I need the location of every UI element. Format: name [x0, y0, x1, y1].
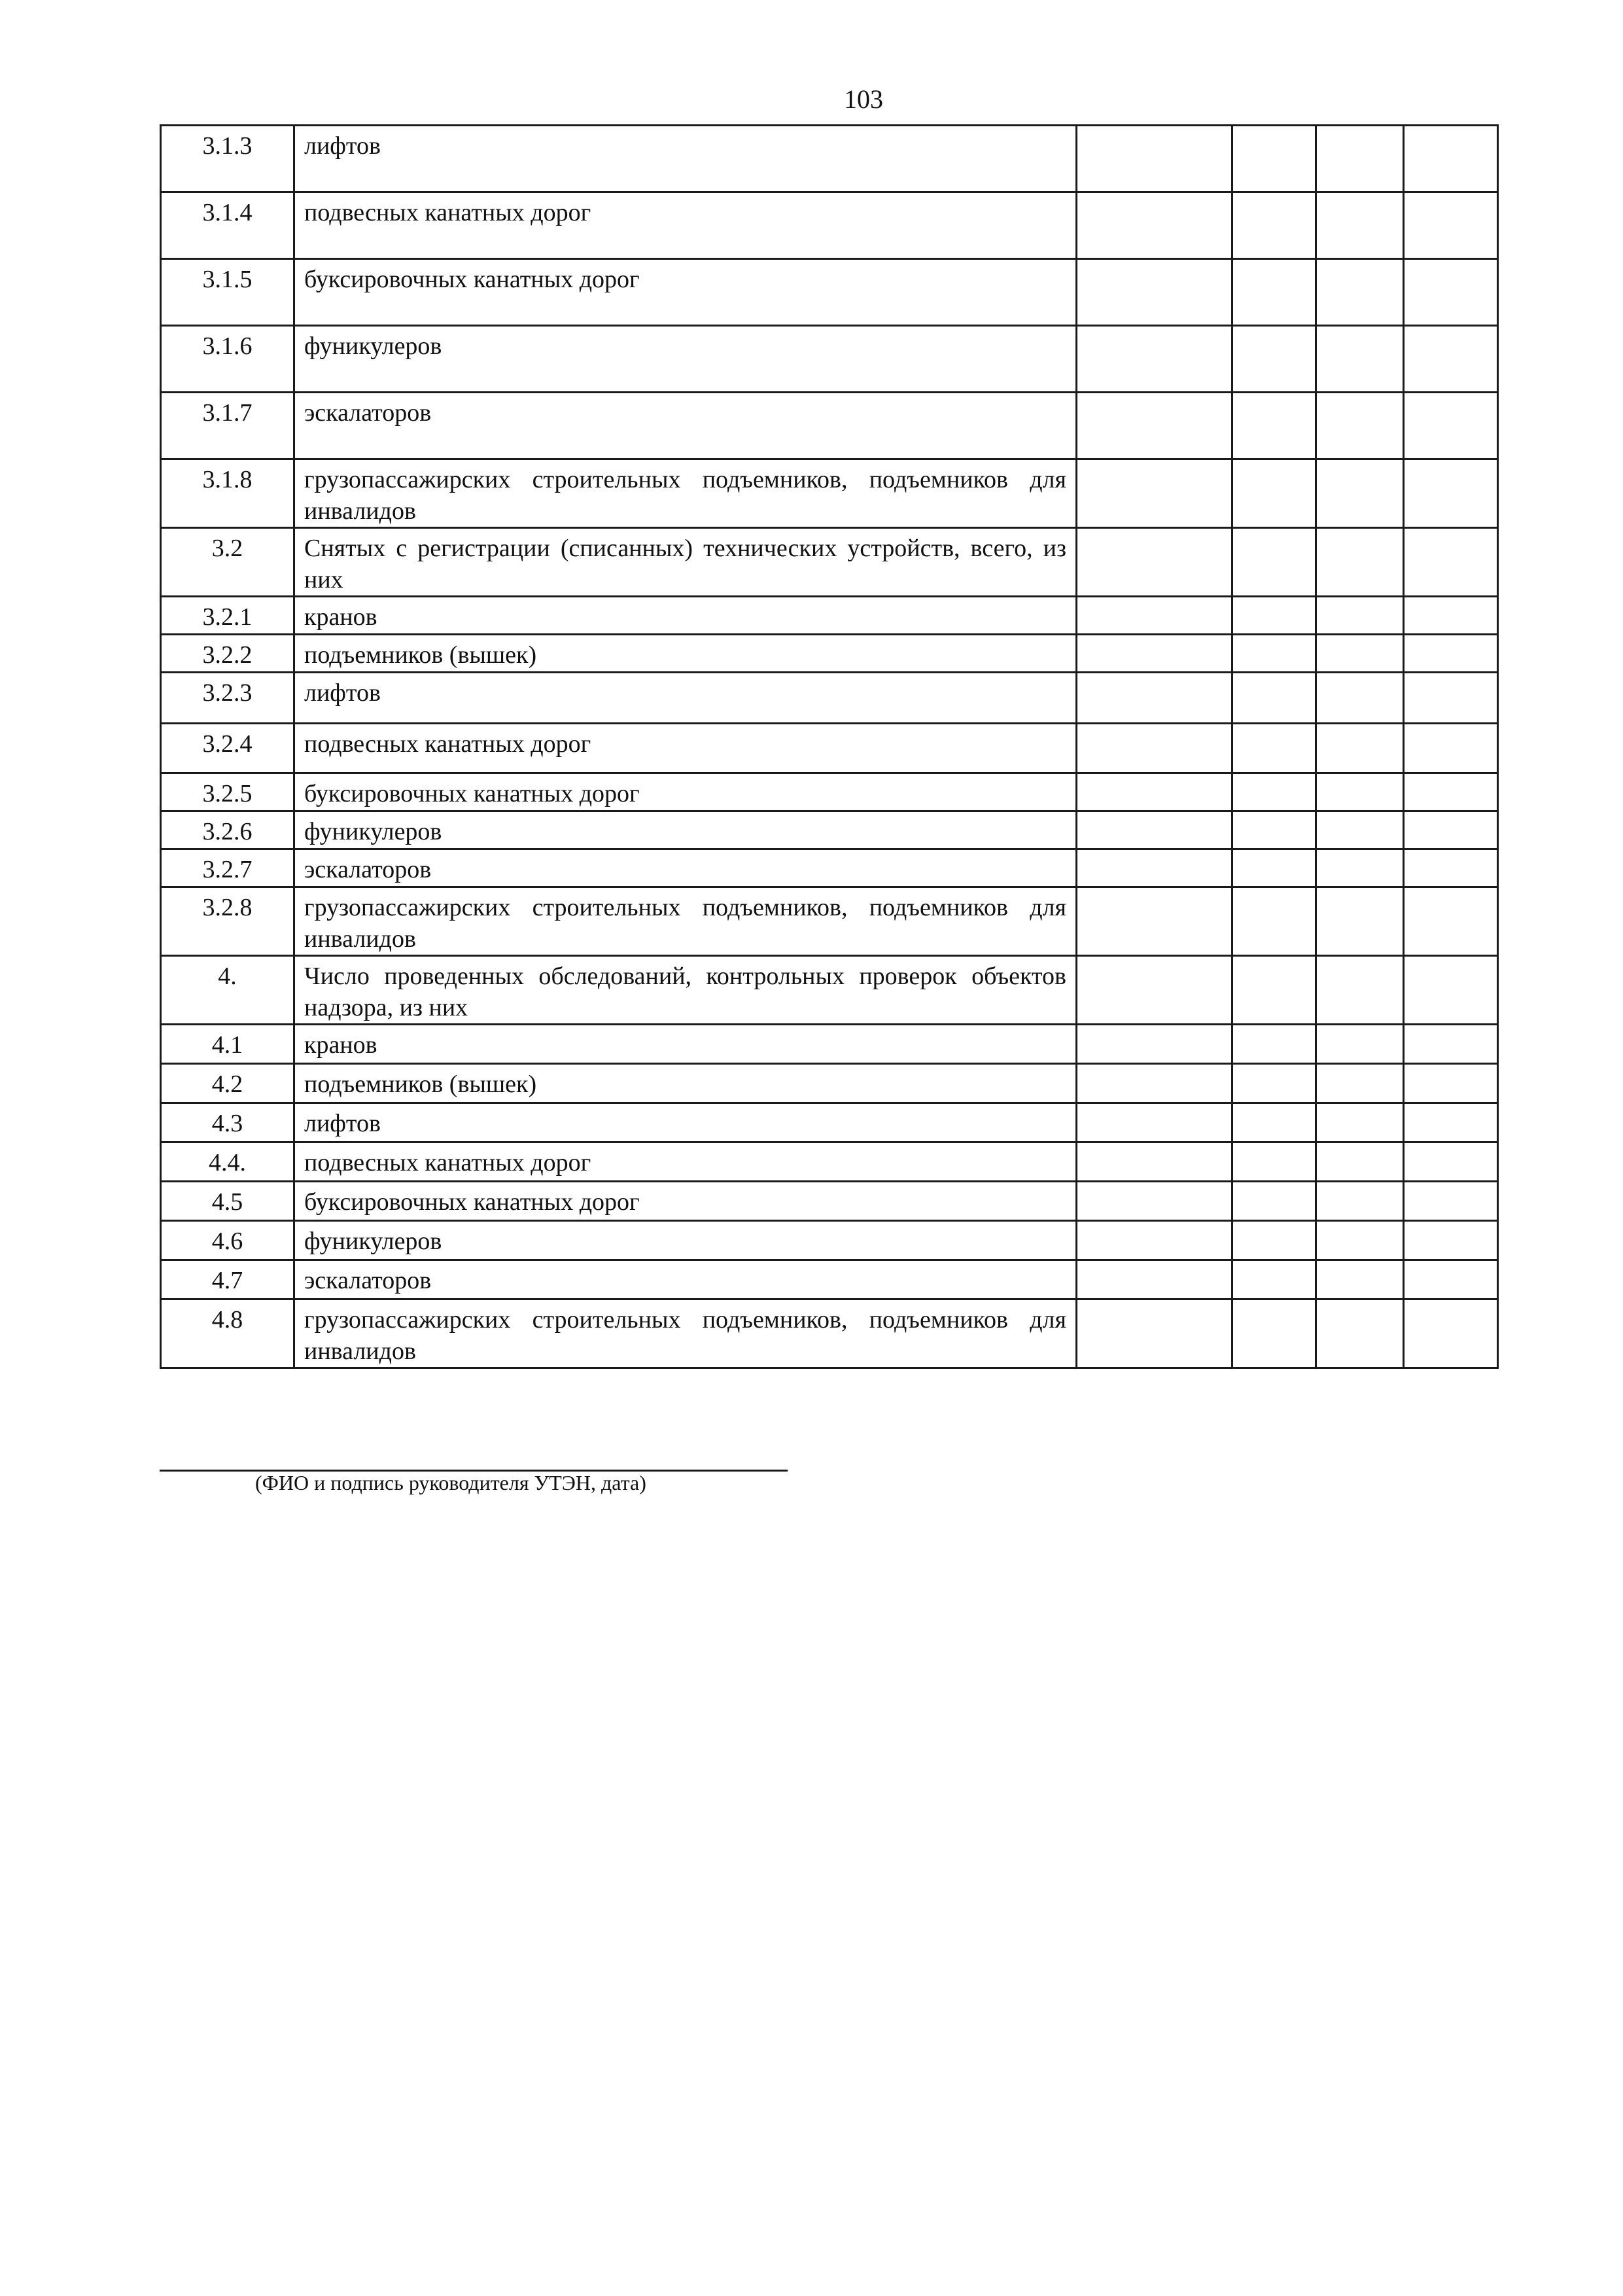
row-number: 3.2 [161, 528, 294, 597]
value-cell [1316, 1103, 1404, 1142]
row-label: кранов [294, 597, 1077, 635]
row-number: 4.8 [161, 1299, 294, 1368]
row-number: 3.2.2 [161, 635, 294, 673]
row-number: 3.1.7 [161, 393, 294, 459]
table-row [161, 126, 1498, 192]
value-cell [1232, 597, 1316, 635]
value-cell [1316, 635, 1404, 673]
table-row [161, 1025, 1498, 1064]
row-label: лифтов [294, 126, 1077, 192]
value-cell [1232, 1103, 1316, 1142]
table-body [161, 126, 1498, 1368]
value-cell [1077, 528, 1232, 597]
row-label: подъемников (вышек) [294, 1064, 1077, 1103]
value-cell [1232, 326, 1316, 393]
value-cell [1316, 1221, 1404, 1260]
row-number: 3.2.3 [161, 673, 294, 724]
table-row [161, 635, 1498, 673]
row-label: буксировочных канатных дорог [294, 1182, 1077, 1221]
value-cell [1232, 259, 1316, 326]
value-cell [1316, 1182, 1404, 1221]
row-label: фуникулеров [294, 1221, 1077, 1260]
value-cell [1077, 1221, 1232, 1260]
value-cell [1232, 126, 1316, 192]
value-cell [1316, 1064, 1404, 1103]
value-cell [1077, 956, 1232, 1025]
value-cell [1404, 773, 1498, 811]
row-number: 4.1 [161, 1025, 294, 1064]
row-number: 3.1.6 [161, 326, 294, 393]
value-cell [1077, 811, 1232, 849]
value-cell [1232, 1064, 1316, 1103]
value-cell [1404, 1064, 1498, 1103]
value-cell [1232, 1299, 1316, 1368]
value-cell [1232, 956, 1316, 1025]
row-label: эскалаторов [294, 393, 1077, 459]
value-cell [1232, 192, 1316, 259]
value-cell [1404, 1142, 1498, 1182]
signature-caption: (ФИО и подпись руководителя УТЭН, дата) [255, 1471, 646, 1494]
table-row [161, 528, 1498, 597]
value-cell [1077, 393, 1232, 459]
table-row [161, 673, 1498, 724]
value-cell [1077, 773, 1232, 811]
row-label: фуникулеров [294, 326, 1077, 393]
value-cell [1077, 126, 1232, 192]
value-cell [1232, 1182, 1316, 1221]
value-cell [1316, 126, 1404, 192]
value-cell [1077, 724, 1232, 773]
row-number: 3.2.7 [161, 849, 294, 887]
table-row [161, 192, 1498, 259]
row-label: лифтов [294, 1103, 1077, 1142]
value-cell [1232, 528, 1316, 597]
table-row [161, 326, 1498, 393]
value-cell [1232, 773, 1316, 811]
value-cell [1232, 887, 1316, 956]
row-label: эскалаторов [294, 849, 1077, 887]
table-row [161, 1221, 1498, 1260]
value-cell [1404, 673, 1498, 724]
value-cell [1232, 673, 1316, 724]
value-cell [1404, 1299, 1498, 1368]
table-row [161, 597, 1498, 635]
value-cell [1316, 724, 1404, 773]
value-cell [1404, 192, 1498, 259]
value-cell [1077, 1182, 1232, 1221]
row-label: эскалаторов [294, 1260, 1077, 1299]
table-row [161, 1182, 1498, 1221]
value-cell [1404, 635, 1498, 673]
row-number: 4.2 [161, 1064, 294, 1103]
value-cell [1077, 259, 1232, 326]
value-cell [1232, 393, 1316, 459]
table-row [161, 1064, 1498, 1103]
row-label: грузопассажирских строительных подъемников, подъемников для инвалидов [294, 459, 1077, 528]
value-cell [1232, 635, 1316, 673]
row-label: подвесных канатных дорог [294, 192, 1077, 259]
value-cell [1404, 849, 1498, 887]
page-number: 103 [844, 84, 883, 114]
value-cell [1404, 1103, 1498, 1142]
row-number: 3.2.5 [161, 773, 294, 811]
table-row [161, 1299, 1498, 1368]
value-cell [1077, 1142, 1232, 1182]
value-cell [1316, 849, 1404, 887]
row-number: 3.1.3 [161, 126, 294, 192]
value-cell [1316, 1142, 1404, 1182]
value-cell [1316, 192, 1404, 259]
report-table [160, 124, 1499, 1369]
value-cell [1404, 1182, 1498, 1221]
value-cell [1077, 1103, 1232, 1142]
value-cell [1404, 1260, 1498, 1299]
value-cell [1316, 673, 1404, 724]
value-cell [1316, 1299, 1404, 1368]
value-cell [1404, 459, 1498, 528]
table-row [161, 1260, 1498, 1299]
value-cell [1404, 259, 1498, 326]
table-row [161, 1142, 1498, 1182]
row-number: 4.4. [161, 1142, 294, 1182]
table-row [161, 773, 1498, 811]
value-cell [1316, 811, 1404, 849]
value-cell [1404, 597, 1498, 635]
row-number: 4. [161, 956, 294, 1025]
value-cell [1316, 887, 1404, 956]
table-row [161, 459, 1498, 528]
value-cell [1232, 724, 1316, 773]
table-row [161, 724, 1498, 773]
value-cell [1077, 635, 1232, 673]
table-row [161, 811, 1498, 849]
value-cell [1077, 673, 1232, 724]
row-number: 4.3 [161, 1103, 294, 1142]
row-label: подъемников (вышек) [294, 635, 1077, 673]
value-cell [1316, 956, 1404, 1025]
value-cell [1404, 1025, 1498, 1064]
value-cell [1077, 1260, 1232, 1299]
value-cell [1404, 126, 1498, 192]
value-cell [1077, 1025, 1232, 1064]
value-cell [1316, 326, 1404, 393]
value-cell [1316, 259, 1404, 326]
row-label: Снятых с регистрации (списанных) технических устройств, всего, из них [294, 528, 1077, 597]
row-label: кранов [294, 1025, 1077, 1064]
value-cell [1316, 773, 1404, 811]
value-cell [1232, 1260, 1316, 1299]
value-cell [1404, 326, 1498, 393]
value-cell [1077, 887, 1232, 956]
row-number: 3.2.8 [161, 887, 294, 956]
value-cell [1316, 1025, 1404, 1064]
value-cell [1077, 459, 1232, 528]
value-cell [1404, 887, 1498, 956]
value-cell [1077, 326, 1232, 393]
row-label: фуникулеров [294, 811, 1077, 849]
value-cell [1077, 192, 1232, 259]
row-number: 3.1.4 [161, 192, 294, 259]
value-cell [1232, 1025, 1316, 1064]
table-row [161, 849, 1498, 887]
value-cell [1404, 811, 1498, 849]
value-cell [1232, 459, 1316, 528]
row-number: 3.2.6 [161, 811, 294, 849]
row-label: подвесных канатных дорог [294, 1142, 1077, 1182]
value-cell [1404, 393, 1498, 459]
table-row [161, 956, 1498, 1025]
value-cell [1316, 1260, 1404, 1299]
value-cell [1316, 528, 1404, 597]
value-cell [1316, 459, 1404, 528]
value-cell [1077, 1064, 1232, 1103]
value-cell [1404, 1221, 1498, 1260]
value-cell [1077, 1299, 1232, 1368]
table-row [161, 887, 1498, 956]
row-label: грузопассажирских строительных подъемников, подъемников для инвалидов [294, 887, 1077, 956]
value-cell [1232, 1142, 1316, 1182]
value-cell [1077, 597, 1232, 635]
row-number: 3.2.1 [161, 597, 294, 635]
row-number: 4.7 [161, 1260, 294, 1299]
value-cell [1404, 724, 1498, 773]
row-label: буксировочных канатных дорог [294, 773, 1077, 811]
value-cell [1232, 1221, 1316, 1260]
row-number: 4.6 [161, 1221, 294, 1260]
row-number: 3.2.4 [161, 724, 294, 773]
table-row [161, 1103, 1498, 1142]
row-label: Число проведенных обследований, контрольных проверок объектов надзора, из них [294, 956, 1077, 1025]
row-number: 3.1.5 [161, 259, 294, 326]
row-label: грузопассажирских строительных подъемников, подъемников для инвалидов [294, 1299, 1077, 1368]
value-cell [1404, 528, 1498, 597]
value-cell [1316, 597, 1404, 635]
value-cell [1232, 849, 1316, 887]
value-cell [1316, 393, 1404, 459]
value-cell [1404, 956, 1498, 1025]
value-cell [1077, 849, 1232, 887]
value-cell [1232, 811, 1316, 849]
row-number: 3.1.8 [161, 459, 294, 528]
table-row [161, 393, 1498, 459]
table-row [161, 259, 1498, 326]
row-label: лифтов [294, 673, 1077, 724]
row-label: буксировочных канатных дорог [294, 259, 1077, 326]
row-number: 4.5 [161, 1182, 294, 1221]
row-label: подвесных канатных дорог [294, 724, 1077, 773]
